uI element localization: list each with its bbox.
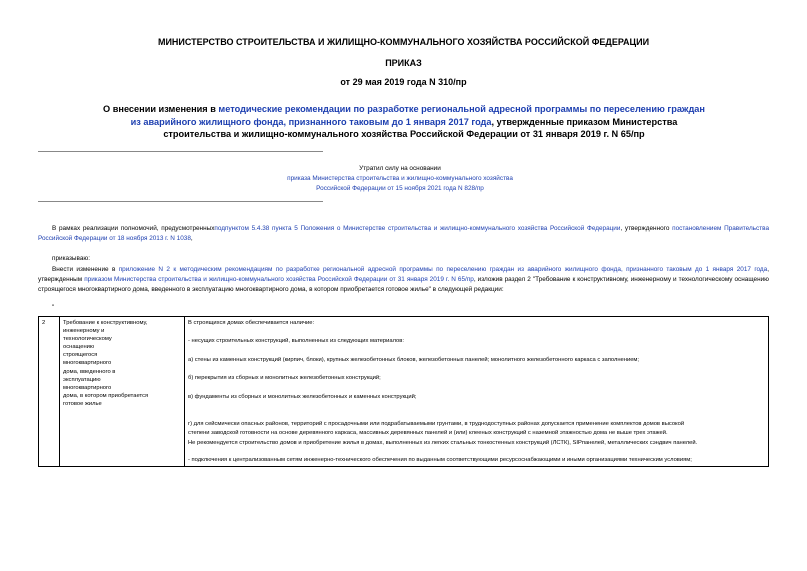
divider-bottom [38,201,323,202]
table-row [39,317,769,467]
content-line: - несущих строительных конструкций, выполненных из следующих материалов: [188,338,404,344]
lost-force-text: Утратил силу на основании [359,165,441,172]
requirement-title [60,317,185,467]
subject-prefix: О внесении изменения в [103,104,219,114]
requirement-line: дома, в котором приобретается [63,392,149,399]
content-line: Не рекомендуется строительство домов и приобретение жилья в домах, выполненных из легких стальных тонкостенных конструкций (ЛСТК), SIPпанелей, металлических сэндвич панелей. [188,440,698,446]
order-word: приказываю: [52,255,90,262]
preamble-text-2: , утвержденного [620,225,673,232]
quote-mark: " [52,304,55,311]
subject-suffix: , утвержденные приказом Министерства строительства и жилищно-коммунального хозяйства Российской Федерации от 31 января 2019 г. N 65/пр [163,116,678,139]
document-date: от 29 мая 2019 года N 310/пр [340,77,467,87]
lost-force-link-line1[interactable]: приказа Министерства строительства и жилищно-коммунального хозяйства [287,175,513,182]
requirement-line: Требование к конструктивному, [63,320,148,326]
document-subject [98,103,710,141]
amendment-link-order[interactable]: приказом Министерства строительства и жилищно-коммунального хозяйства Российской Федерации от 31 января 2019 г. N 65/пр [84,276,474,284]
preamble-link-regulation[interactable]: подпунктом 5.4.38 пункта 5 Положения о Министерстве строительства и жилищно-коммунального хозяйства Российской Федерации [214,225,621,232]
preamble-text-3: , [190,235,193,243]
requirement-line: строящегося [63,352,98,359]
subject-link[interactable]: методические рекомендации по разработке региональной адресной программы по переселению граждан из аварийного жилищного фонда, признанного таковым до 1 января 2017 года [130,104,705,127]
requirements-table [38,316,769,467]
amendment-text-2: , утвержденным [38,266,769,284]
requirement-line: готовое жилье [63,400,102,407]
row-number: 2 [39,317,60,467]
content-line: в) фундаменты из сборных и монолитных железобетонных и каменных конструкций; [188,394,417,400]
requirement-line: дома, введенного в [63,368,116,375]
content-line: В строящихся домах обеспечивается наличие: [188,320,315,326]
content-line: степени заводской готовности на основе деревянного каркаса, массивных деревянных панелей и (или) клееных конструкций с наземной этажностью дома не выше трех этажей. [188,430,668,436]
preamble-link-decree[interactable]: постановлением Правительства Российской Федерации от 18 ноября 2013 г. N 1038 [38,225,770,243]
content-line: г) для сейсмически опасных районов, территорий с просадочными или подрабатываемыми грунтами, в труднодоступных районах допускается применение комплектов домов высокой [188,421,685,427]
amendment-text-1: Внести изменение в [52,266,119,273]
ministry-title: МИНИСТЕРСТВО СТРОИТЕЛЬСТВА И ЖИЛИЩНО-КОММУНАЛЬНОГО ХОЗЯЙСТВА РОССИЙСКОЙ ФЕДЕРАЦИИ [157,37,650,47]
content-line: б) перекрытия из сборных и монолитных железобетонных конструкций; [188,375,381,381]
preamble-text-1: В рамках реализации полномочий, предусмотренных [52,225,215,232]
document-type: ПРИКАЗ [385,58,422,68]
preamble-paragraph [38,224,769,244]
requirement-line: многоквартирного [63,360,112,367]
amendment-paragraph [38,265,769,296]
content-line: а) стены из каменных конструкций (кирпич, блоки), крупных железобетонных блоков, железобетонных панелей; монолитного железобетонного каркаса с заполнением; [188,357,640,363]
requirement-line: эксплуатацию [63,376,101,383]
requirement-content [185,317,769,467]
requirement-line: инженерному и [63,328,105,335]
requirement-line: многоквартирного [63,384,112,391]
lost-force-note [250,164,550,194]
content-line: - подключения к централизованным сетям инженерно-технического обеспечения по выданным соответствующими ресурсоснабжающими и иными организациями техническим условиям; [188,457,692,463]
lost-force-link-line2[interactable]: Российской Федерации от 15 ноября 2021 года N 828/пр [316,185,484,192]
amendment-text-3: , изложив раздел 2 "Требование к конструктивному, инженерному и технологическому оснащению строящегося многоквартирного дома, введенного в эксплуатацию многоквартирного дома, в котором приобретается готовое жилье" в следующей редакции: [38,276,769,294]
divider-top [38,151,323,152]
requirement-line: оснащению [63,344,95,351]
amendment-link-appendix[interactable]: приложение N 2 к методическим рекомендациям по разработке региональной адресной программы по переселению граждан из аварийного жилищного фонда, признанного таковым до 1 января 2017 года [118,266,768,273]
requirement-line: технологическому [63,336,112,343]
